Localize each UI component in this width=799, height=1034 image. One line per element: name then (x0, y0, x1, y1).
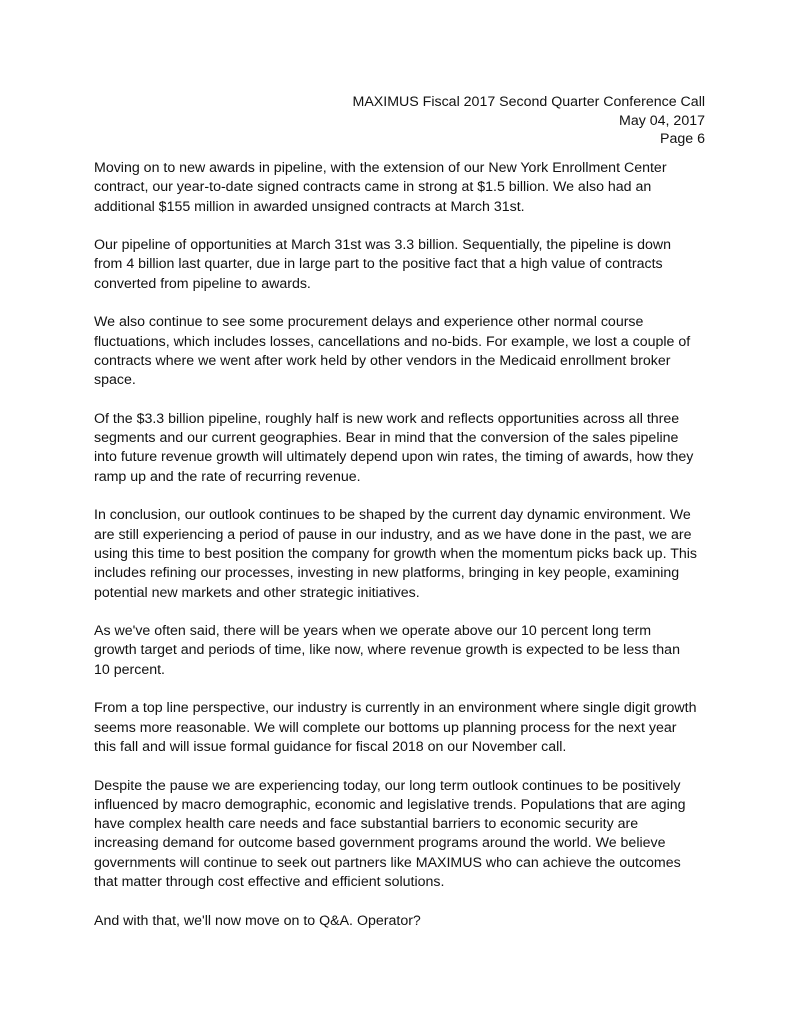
text-line: contract, our year-to-date signed contracts came in strong at $1.5 billion. We also had an (94, 179, 652, 196)
transcript-body (94, 159, 734, 950)
text-line: from 4 billion last quarter, due in large part to the positive fact that a high value of contracts (94, 256, 663, 273)
text-line: fluctuations, which includes losses, cancellations and no-bids. For example, we lost a couple of (94, 333, 691, 350)
text-line: From a top line perspective, our industry is currently in an environment where single digit growth (94, 700, 697, 717)
text-line: increasing demand for outcome based government programs around the world. We believe (94, 835, 666, 852)
text-line: includes refining our processes, investing in new platforms, bringing in key people, examining (94, 565, 680, 582)
text-line: are still experiencing a period of pause in our industry, and as we have done in the past, we are (94, 526, 692, 543)
text-line: We also continue to see some procurement delays and experience other normal course (94, 314, 644, 331)
text-line: space. (94, 372, 136, 389)
paragraph-new-awards (94, 159, 734, 217)
page-header (353, 93, 705, 149)
text-line: using this time to best position the company for growth when the momentum picks back up. This (94, 545, 698, 562)
paragraph-qa-handoff (94, 912, 734, 931)
text-line: have complex health care needs and face substantial barriers to economic security are (94, 816, 639, 833)
text-line: Of the $3.3 billion pipeline, roughly half is new work and reflects opportunities across all three (94, 410, 680, 427)
text-line: that matter through cost effective and efficient solutions. (94, 873, 445, 890)
header-title: MAXIMUS Fiscal 2017 Second Quarter Conference Call (352, 94, 705, 110)
text-line: contracts where we went after work held by other vendors in the Medicaid enrollment broker (94, 352, 671, 369)
text-line: additional $155 million in awarded unsigned contracts at March 31st. (94, 198, 525, 215)
text-line: influenced by macro demographic, economic and legislative trends. Populations that are aging (94, 796, 686, 813)
header-page-number: Page 6 (660, 131, 705, 147)
paragraph-long-term-outlook (94, 777, 734, 893)
text-line: governments will continue to seek out partners like MAXIMUS who can achieve the outcomes (94, 854, 681, 871)
text-line: And with that, we'll now move on to Q&A. Operator? (94, 912, 421, 929)
paragraph-pipeline-composition (94, 410, 734, 487)
text-line: Our pipeline of opportunities at March 31st was 3.3 billion. Sequentially, the pipeline is down (94, 237, 672, 254)
paragraph-growth-target (94, 622, 734, 680)
text-line: seems more reasonable. We will complete our bottoms up planning process for the next year (94, 719, 677, 736)
text-line: potential new markets and other strategic initiatives. (94, 584, 420, 601)
text-line: Despite the pause we are experiencing today, our long term outlook continues to be positively (94, 777, 681, 794)
text-line: segments and our current geographies. Bear in mind that the conversion of the sales pipeline (94, 430, 679, 447)
paragraph-procurement-delays (94, 313, 734, 390)
text-line: converted from pipeline to awards. (94, 275, 311, 292)
text-line: 10 percent. (94, 661, 165, 678)
paragraph-top-line (94, 699, 734, 757)
paragraph-conclusion (94, 506, 734, 602)
text-line: this fall and will issue formal guidance for fiscal 2018 on our November call. (94, 738, 567, 755)
header-date: May 04, 2017 (619, 112, 705, 129)
paragraph-pipeline (94, 236, 734, 294)
text-line: growth target and periods of time, like now, where revenue growth is expected to be less than (94, 642, 680, 659)
text-line: In conclusion, our outlook continues to be shaped by the current day dynamic environment. We (94, 507, 691, 524)
text-line: As we've often said, there will be years when we operate above our 10 percent long term (94, 623, 652, 640)
text-line: into future revenue growth will ultimately depend upon win rates, the timing of awards, how they (94, 449, 694, 466)
text-line: Moving on to new awards in pipeline, with the extension of our New York Enrollment Center (94, 160, 667, 176)
text-line: ramp up and the rate of recurring revenue. (94, 468, 361, 485)
